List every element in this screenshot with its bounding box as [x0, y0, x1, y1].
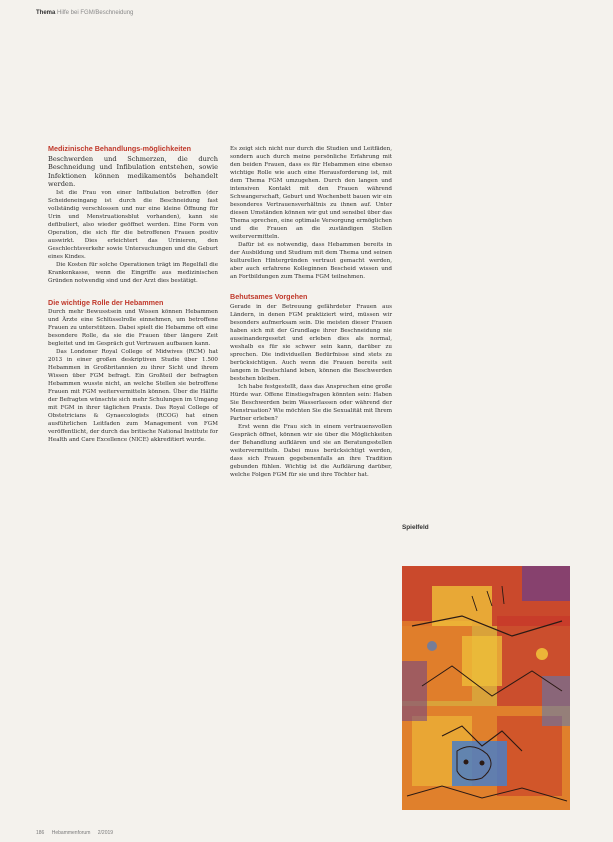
page-number: 186: [36, 830, 45, 836]
body-paragraph: Durch mehr Bewusstsein und Wissen können Hebammen und Ärzte eine Schlüsselrolle einnehmen, um betroffene Frauen zu unterstützen. Dabei spielt die Hebamme oft eine besondere Rolle, da sie die Frauen über längere Zeit begleitet und im Gespräch gut Vertrauen aufbauen kann.: [48, 309, 218, 348]
journal-issue: 2/2019: [97, 830, 114, 836]
header-section: Thema: [36, 10, 56, 16]
body-paragraph: Ich habe festgestellt, dass das Ansprechen eine große Hürde war. Offene Einstiegsfragen könnten sein: Haben Sie Beschwerden beim Wasserlassen oder während der Menstruation? Wie möchten Sie die Sexualität mit Ihrem Partner erleben?: [230, 383, 392, 422]
body-paragraph: Dafür ist es notwendig, dass Hebammen bereits in der Ausbildung und Studium mit dem Thema und seinen kulturellen Hintergründen vertraut gemacht werden, aber auch erfahrene Kolleginnen Bescheid wissen und an Fortbildungen zum Thema FGM teilnehmen.: [230, 242, 392, 280]
section-lead: Beschwerden und Schmerzen, die durch Beschneidung und Infibulation entstehen, sowie Infektionen können medikamentös behandelt werden.: [48, 154, 218, 189]
journal-name: Hebammenforum: [51, 830, 91, 836]
body-paragraph: Gerade in der Betreuung gefährdeter Frauen aus Ländern, in denen FGM praktiziert wird, müssen wir besonders aufmerksam sein. Die meisten dieser Frauen haben sich mit der Grundlage ihrer Beschneidung nie auseinandergesetzt und erleben dies als normal, weshalb es für sie schwer sein kann, darüber zu sprechen. Die individuellen Bedürfnisse sind stets zu berücksichtigen. Auch wenn die Frauen bereits seit langem in Deutschland leben, können die Beschwerden bestehen bleiben.: [230, 303, 392, 382]
body-paragraph: Das Londoner Royal College of Midwives (RCM) hat 2013 in einer großen deskriptiven Studie über 1.500 Hebammen in Großbritannien zu ihrer Sicht und ihrem Wissen über FGM befragt. Ein Großteil der befragten Hebammen wusste nicht, an welche Stellen sie betroffene Frauen mit FGM weitervermitteln können. Über die Hälfte der Befragten wünschte sich mehr Schulungen im Umgang mit FGM in ihrer täglichen Praxis. Das Royal College of Obstetricians & Gynaecologists (RCOG) hat einen ausführlichen Leitfaden zum Management von FGM veröffentlicht, der durch das britische National Institute for Health and Care Excellence (NICE) akkreditiert wurde.: [48, 349, 218, 444]
section-title-midwives: Die wichtige Rolle der Hebammen: [48, 297, 164, 307]
body-paragraph: Die Kosten für solche Operationen trägt im Regelfall die Krankenkasse, wenn die Eingriffe aus medizinischen Gründen notwendig sind und der Arzt dies bestätigt.: [48, 261, 218, 284]
figure-caption: Spielfeld: [402, 524, 429, 531]
page-footer: [36, 830, 119, 836]
page-header: [36, 10, 133, 16]
left-column: [48, 145, 218, 444]
body-paragraph: Ist die Frau von einer Infibulation betroffen (der Scheideneingang ist durch die Beschneidung fast vollständig verschlossen und nur eine kleine Öffnung für Urin und Menstruationsblut vorhanden), kann sie defibuliert, also wieder geöffnet werden. Eine Form von Operation, die sich für die betroffenen Frauen positiv auswirkt. Dies erleichtert das Urinieren, den Geschlechtsverkehr sowie Untersuchungen und die Geburt eines Kindes.: [48, 189, 218, 260]
section-title-careful: Behutsames Vorgehen: [230, 292, 308, 301]
header-topic: Hilfe bei FGM/Beschneidung: [57, 10, 134, 16]
middle-column: [230, 145, 392, 479]
body-paragraph: Erst wenn die Frau sich in einem vertrauensvollen Gespräch öffnet, können wir sie über die Möglichkeiten der Behandlung aufklären und sie an Beratungsstellen weitervermitteln. Dabei muss berücksichtigt werden, dass sich Frauen gegebenenfalls an ihre Tradition gebunden fühlen. Wichtig ist die Aufklärung darüber, welche Folgen FGM für sie und ihre Töchter hat.: [230, 423, 392, 478]
body-paragraph: Es zeigt sich nicht nur durch die Studien und Leitfäden, sondern auch durch meine persönliche Erfahrung mit den beiden Frauen, dass es für Hebammen eine ebenso wichtige Rolle wie auch eine Herausforderung ist, mit dem Thema FGM umzugehen. Durch den langen und intensiven Kontakt mit den Frauen während Schwangerschaft, Geburt und Wochenbett bauen wir ein besonderes Vertrauensverhältnis zu ihnen auf. Unter diesen Umständen können wir gut und sensibel über das Thema sprechen, eine optimale Versorgung ermöglichen und die Frauen an die zuständigen Stellen weitervermitteln.: [230, 146, 392, 240]
artwork-image: [402, 566, 570, 810]
section-title-medical: Medizinische Behandlungs-möglichkeiten: [48, 144, 191, 153]
artwork-painting: [402, 566, 570, 810]
